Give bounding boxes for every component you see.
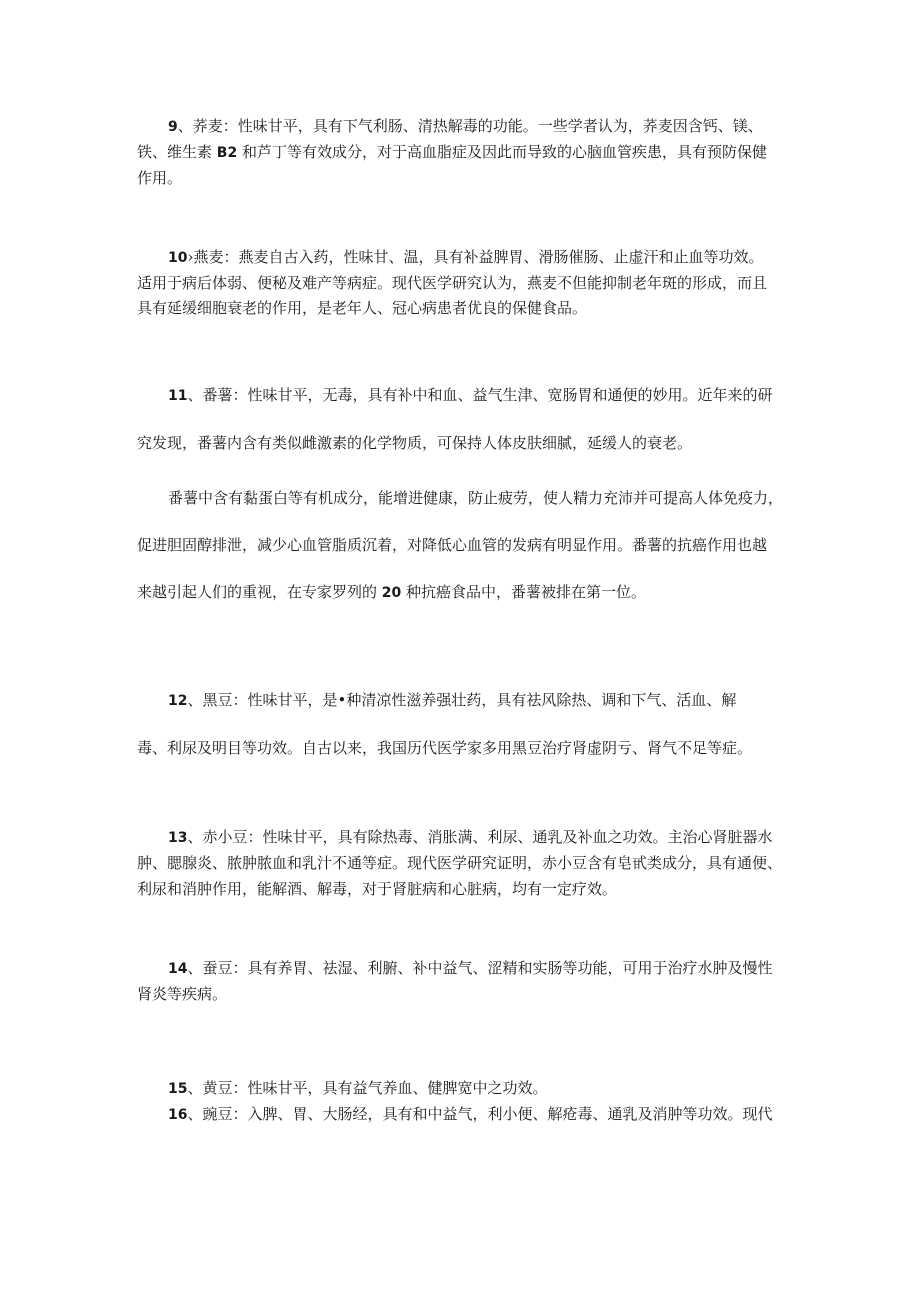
entry-14-number: 14 <box>168 961 188 977</box>
entry-15-number: 15 <box>168 1081 188 1097</box>
entry-11-para-2-text-3c: 种抗癌食品中，番薯被排在第一位。 <box>401 583 647 601</box>
entry-12-line-1 <box>168 690 787 711</box>
entry-11-para-2-line-3 <box>137 582 787 603</box>
entry-13-text-1: 、赤小豆：性味甘平，具有除热毒、消胀满、利尿、通乳及补血之功效。主治心肾脏器水 <box>187 828 773 846</box>
entry-16-text-1: 、豌豆：入脾、胃、大肠经，具有和中益气，利小便、解疮毒、通乳及消肿等功效。现代 <box>187 1105 773 1123</box>
entry-15-text-1: 、黄豆：性味甘平，具有益气养血、健脾宽中之功效。 <box>187 1079 548 1097</box>
entry-10-number: 10 <box>168 250 188 266</box>
entry-11-line-2: 究发现，番薯内含有类似雌激素的化学物质，可保持人体皮肤细腻，延缓人的衰老。 <box>137 434 693 452</box>
entry-13-number: 13 <box>168 830 188 846</box>
entry-12-text-1: 、黑豆：性味甘平，是•种清凉性滋养强壮药，具有祛风除热、调和下气、活血、解 <box>187 691 737 709</box>
entry-11-para-2-line-2: 促进胆固醇排泄，减少心血管脂质沉着，对降低心血管的发病有明显作用。番薯的抗癌作用也越 <box>137 536 768 554</box>
entry-10-line-3: 具有延缓细胞衰老的作用，是老年人、冠心病患者优良的保健食品。 <box>137 299 588 317</box>
entry-13-line-3: 利尿和消肿作用，能解酒、解毒，对于肾脏病和心脏病，均有一定疗效。 <box>137 880 618 898</box>
entry-14-line-1 <box>168 958 787 979</box>
entry-10-line-1 <box>168 247 787 268</box>
entry-14-line-2: 肾炎等疾病。 <box>137 985 228 1003</box>
entry-9-line-3: 作用。 <box>137 169 183 187</box>
entry-11-number: 11 <box>168 388 188 404</box>
entry-10-line-2: 适用于病后体弱、便秘及难产等病症。现代医学研究认为，燕麦不但能抑制老年斑的形成，而且 <box>137 274 768 292</box>
entry-9-number: 9 <box>168 119 178 135</box>
entry-12-number: 12 <box>168 693 188 709</box>
entry-9-line-1 <box>168 116 787 137</box>
entry-9-text-1: 、荞麦：性味甘平，具有下气利肠、清热解毒的功能。一些学者认为，荞麦因含钙、镁、 <box>177 117 763 135</box>
entry-16-number: 16 <box>168 1107 188 1123</box>
entry-16-line-1 <box>168 1104 787 1125</box>
entry-12-line-2: 毒、利尿及明目等功效。自古以来，我国历代医学家多用黑豆治疗肾虚阴亏、肾气不足等症。 <box>137 739 753 757</box>
entry-10-text-1: ›燕麦：燕麦自古入药，性味甘、温，具有补益脾胃、滑肠催肠、止虚汗和止血等功效。 <box>187 248 764 266</box>
entry-11-para-2-line-1: 番薯中含有黏蛋白等有机成分，能增进健康，防止疲劳，使人精力充沛并可提高人体免疫力， <box>168 489 784 507</box>
entry-13-line-1 <box>168 827 787 848</box>
entry-13-line-2: 肿、腮腺炎、脓肿脓血和乳汁不通等症。现代医学研究证明，赤小豆含有皂甙类成分，具有通便、 <box>137 854 783 872</box>
entry-9-line-2 <box>137 142 787 163</box>
entry-14-text-1: 、蚕豆：具有养胃、祛湿、利腑、补中益气、涩精和实肠等功能，可用于治疗水肿及慢性 <box>187 959 773 977</box>
entry-11-line-1 <box>168 385 787 406</box>
entry-9-text-2c: 和芦丁等有效成分，对于高血脂症及因此而导致的心脑血管疾患，具有预防保健 <box>237 143 767 161</box>
entry-11-para-2-text-3a: 来越引起人们的重视，在专家罗列的 <box>137 583 382 601</box>
entry-11-text-1: 、番薯：性味甘平，无毒，具有补中和血、益气生津、宽肠胃和通便的妙用。近年来的研 <box>187 386 773 404</box>
entry-9-text-2b: B2 <box>216 145 238 161</box>
entry-9-text-2a: 铁、维生素 <box>137 143 217 161</box>
entry-11-para-2-text-3b: 20 <box>381 585 402 601</box>
entry-15-line-1 <box>168 1078 787 1099</box>
